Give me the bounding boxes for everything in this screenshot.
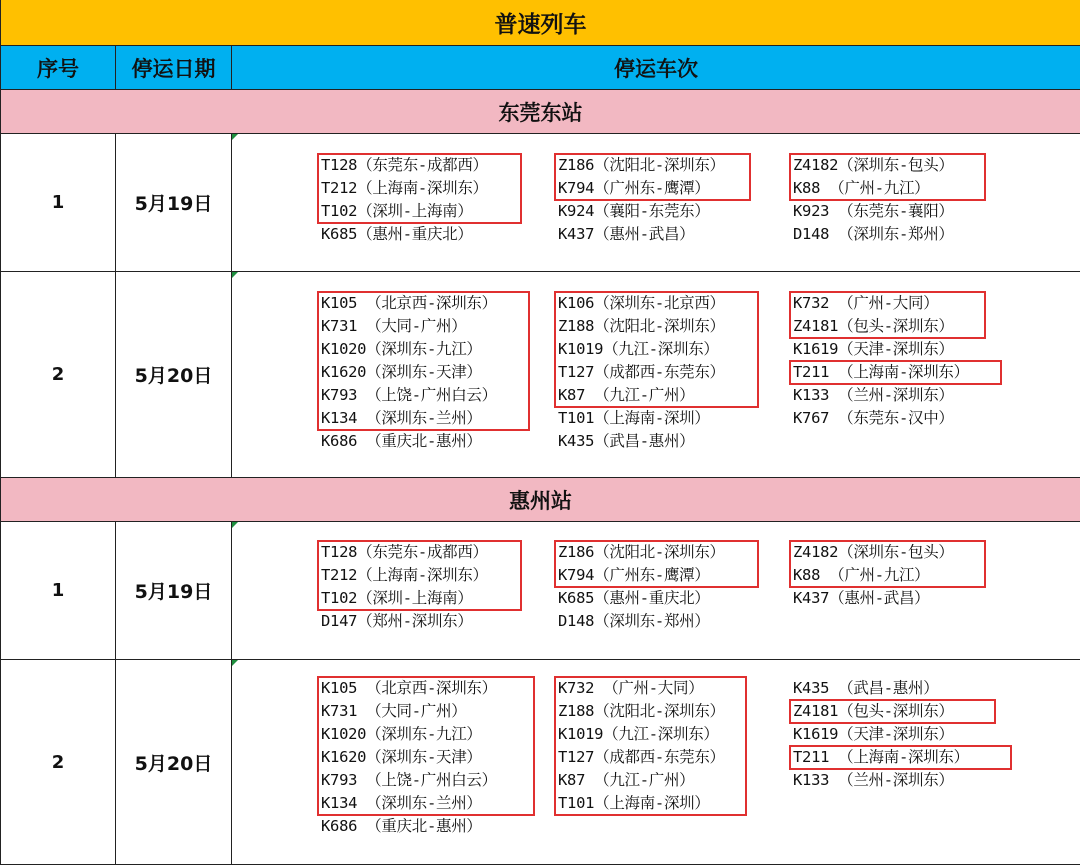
train-entry: K793 （上饶-广州白云） (321, 771, 497, 789)
train-entry: K437（惠州-武昌） (558, 225, 695, 243)
row-date: 5月19日 (116, 134, 232, 272)
header-trains: 停运车次 (232, 46, 1080, 90)
train-entry: K1019（九江-深圳东） (558, 725, 719, 743)
train-entry: T212（上海南-深圳东） (321, 566, 488, 584)
train-entry: K731 （大同-广州） (321, 317, 467, 335)
train-entry: K685（惠州-重庆北） (558, 589, 710, 607)
highlight-box (789, 699, 996, 724)
header-no: 序号 (1, 46, 116, 90)
train-entry: K793 （上饶-广州白云） (321, 386, 497, 404)
cell-comment-marker (232, 660, 238, 666)
row-date: 5月20日 (116, 660, 232, 865)
train-entry: K87 （九江-广州） (558, 386, 695, 404)
train-entry: K924（襄阳-东莞东） (558, 202, 710, 220)
highlight-box (789, 153, 986, 201)
train-entry: T102（深圳-上海南） (321, 589, 473, 607)
train-entry: Z186（沈阳北-深圳东） (558, 543, 725, 561)
train-entry: K732 （广州-大同） (793, 294, 939, 312)
train-entry: D148 （深圳东-郑州） (793, 225, 954, 243)
train-entry: K686 （重庆北-惠州） (321, 432, 482, 450)
train-entry: K437（惠州-武昌） (793, 589, 930, 607)
header-date: 停运日期 (116, 46, 232, 90)
train-entry: K685（惠州-重庆北） (321, 225, 473, 243)
train-entry: T127（成都西-东莞东） (558, 363, 725, 381)
train-entry: T211 （上海南-深圳东） (793, 748, 969, 766)
train-entry: T128（东莞东-成都西） (321, 156, 488, 174)
train-entry: T102（深圳-上海南） (321, 202, 473, 220)
train-entry: T101（上海南-深圳） (558, 409, 710, 427)
train-entry: D147（郑州-深圳东） (321, 612, 473, 630)
train-entry: K1019（九江-深圳东） (558, 340, 719, 358)
row-number: 2 (1, 660, 116, 865)
train-entry: K794（广州东-鹰潭） (558, 179, 710, 197)
train-entry: Z188（沈阳北-深圳东） (558, 317, 725, 335)
highlight-box (789, 540, 986, 588)
station-header: 东莞东站 (1, 90, 1080, 134)
train-entry: K1619（天津-深圳东） (793, 340, 954, 358)
train-entry: T101（上海南-深圳） (558, 794, 710, 812)
train-entry: K106（深圳东-北京西） (558, 294, 725, 312)
train-entry: K1620（深圳东-天津） (321, 748, 482, 766)
train-entry: K686 （重庆北-惠州） (321, 817, 482, 835)
train-entry: T212（上海南-深圳东） (321, 179, 488, 197)
row-date: 5月19日 (116, 522, 232, 660)
highlight-box (554, 540, 759, 588)
row-number: 1 (1, 134, 116, 272)
highlight-box (554, 153, 751, 201)
train-entry: K731 （大同-广州） (321, 702, 467, 720)
train-entry: K732 （广州-大同） (558, 679, 704, 697)
train-entry: D148（深圳东-郑州） (558, 612, 710, 630)
train-entry: Z4181（包头-深圳东） (793, 317, 954, 335)
train-entry: K923 （东莞东-襄阳） (793, 202, 954, 220)
train-entry: K87 （九江-广州） (558, 771, 695, 789)
cell-comment-marker (232, 272, 238, 278)
train-entry: K1020（深圳东-九江） (321, 340, 482, 358)
highlight-box (317, 153, 522, 224)
train-entry: K133 （兰州-深圳东） (793, 386, 954, 404)
train-entry: K1620（深圳东-天津） (321, 363, 482, 381)
highlight-box (317, 291, 530, 431)
train-entry: K134 （深圳东-兰州） (321, 794, 482, 812)
train-entry: K1619（天津-深圳东） (793, 725, 954, 743)
highlight-box (317, 676, 535, 816)
row-date: 5月20日 (116, 272, 232, 478)
row-number: 1 (1, 522, 116, 660)
train-entry: K435（武昌-惠州） (558, 432, 695, 450)
train-entry: T127（成都西-东莞东） (558, 748, 725, 766)
train-entry: K133 （兰州-深圳东） (793, 771, 954, 789)
table-title: 普速列车 (1, 0, 1080, 46)
train-entry: T128（东莞东-成都西） (321, 543, 488, 561)
train-entry: Z188（沈阳北-深圳东） (558, 702, 725, 720)
cell-comment-marker (232, 522, 238, 528)
row-number: 2 (1, 272, 116, 478)
highlight-box (554, 291, 759, 408)
highlight-box (789, 360, 1002, 385)
train-entry: K88 （广州-九江） (793, 179, 930, 197)
train-entry: K105 （北京西-深圳东） (321, 294, 497, 312)
train-entry: K134 （深圳东-兰州） (321, 409, 482, 427)
cell-comment-marker (232, 134, 238, 140)
train-entry: K105 （北京西-深圳东） (321, 679, 497, 697)
train-entry: K435 （武昌-惠州） (793, 679, 939, 697)
highlight-box (789, 291, 986, 339)
train-entry: Z4182（深圳东-包头） (793, 156, 954, 174)
train-entry: Z186（沈阳北-深圳东） (558, 156, 725, 174)
train-entry: K767 （东莞东-汉中） (793, 409, 954, 427)
train-entry: K1020（深圳东-九江） (321, 725, 482, 743)
train-entry: Z4181（包头-深圳东） (793, 702, 954, 720)
train-entry: Z4182（深圳东-包头） (793, 543, 954, 561)
station-header: 惠州站 (1, 478, 1080, 522)
highlight-box (317, 540, 522, 611)
train-entry: K794（广州东-鹰潭） (558, 566, 710, 584)
train-entry: K88 （广州-九江） (793, 566, 930, 584)
train-entry: T211 （上海南-深圳东） (793, 363, 969, 381)
highlight-box (789, 745, 1012, 770)
highlight-box (554, 676, 747, 816)
